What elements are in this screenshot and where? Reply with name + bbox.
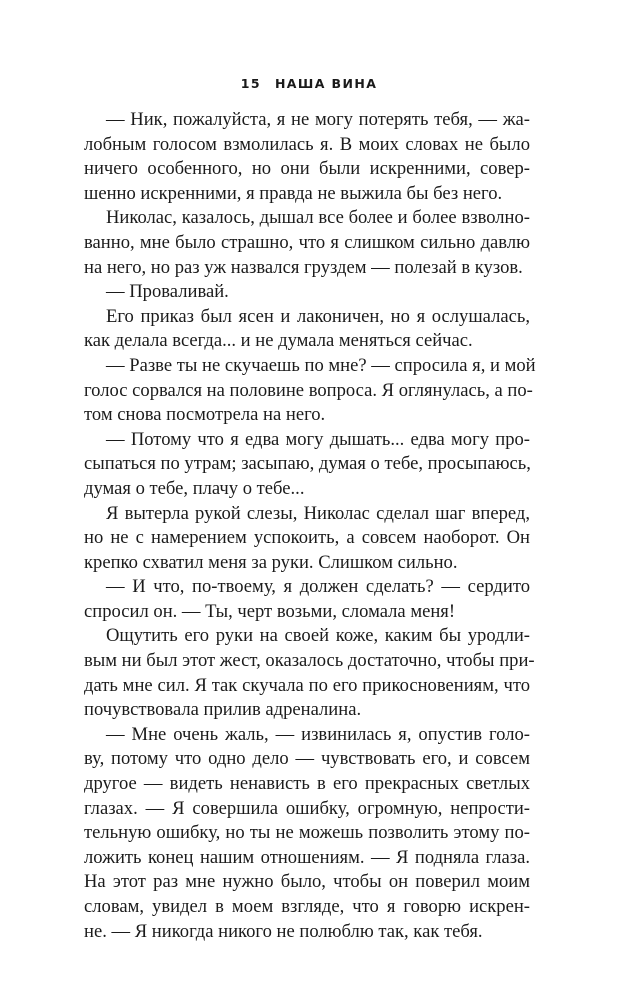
text-line: вым ни был этот жест, оказалось достаточно, чтобы при- [84, 650, 535, 672]
text-line: шенно искренними, я правда не выжила бы без него. [84, 182, 503, 204]
text-line: почувствовала прилив адреналина. [84, 699, 362, 721]
text-line: сыпаться по утрам; засыпаю, думая о тебе, просыпаюсь, [84, 453, 531, 475]
text-line: Николас, казалось, дышал все более и более взволно- [106, 207, 530, 229]
running-header [0, 76, 618, 91]
text-line: — Ник, пожалуйста, я не могу потерять тебя, — жа- [106, 109, 530, 130]
text-line: ничего особенного, но они были искренними, совер- [84, 158, 530, 180]
page-number: 15 [240, 76, 261, 91]
text-line: лобным голосом взмолилась я. В моих словах не было [84, 133, 530, 155]
text-line: ву, потому что одно дело — чувствовать его, и совсем [84, 748, 530, 770]
text-line: крепко схватил меня за руки. Слишком сильно. [84, 551, 458, 573]
text-line: как делала всегда... и не думала меняться сейчас. [84, 330, 473, 352]
text-line: — Проваливай. [106, 281, 229, 303]
text-line: том снова посмотрела на него. [84, 404, 326, 426]
text-line: ванно, мне было страшно, что я слишком сильно давлю [84, 231, 530, 253]
text-line: Его приказ был ясен и лаконичен, но я ослушалась, [106, 305, 530, 327]
text-line: — Мне очень жаль, — извинилась я, опустив голо- [106, 723, 530, 745]
text-line: спросил он. — Ты, черт возьми, сломала меня! [84, 600, 456, 622]
text-line: не. — Я никогда никого не полюблю так, как тебя. [84, 920, 483, 942]
text-line: словам, увидел в моем взгляде, что я говорю искрен- [84, 896, 530, 917]
body-text [84, 108, 536, 944]
text-line: Я вытерла рукой слезы, Николас сделал шаг вперед, [106, 502, 530, 524]
text-line: другое — видеть ненависть в его прекрасных светлых [84, 773, 530, 795]
running-title: НАША ВИНА [274, 76, 378, 91]
text-line: думая о тебе, плачу о тебе... [84, 477, 305, 499]
text-line: тельную ошибку, но ты не можешь позволить этому по- [84, 822, 530, 844]
text-line: голос сорвался на половине вопроса. Я оглянулась, а по- [84, 379, 533, 401]
text-line: на него, но раз уж назвался груздем — полезай в кузов. [84, 256, 523, 278]
text-line: — И что, по-твоему, я должен сделать? — сердито [106, 576, 530, 598]
text-line: глазах. — Я совершила ошибку, огромную, непрости- [84, 797, 530, 819]
text-line: но не с намерением успокоить, а совсем наоборот. Он [84, 527, 530, 549]
text-line: дать мне сил. Я так скучала по его прикосновениям, что [84, 674, 530, 696]
text-line: — Потому что я едва могу дышать... едва могу про- [106, 428, 530, 450]
text-line: ложить конец нашим отношениям. — Я подняла глаза. [84, 846, 530, 868]
text-line: — Разве ты не скучаешь по мне? — спросила я, и мой [106, 354, 536, 376]
text-line: На этот раз мне нужно было, чтобы он поверил моим [84, 871, 530, 893]
text-line: Ощутить его руки на своей коже, каким бы уродли- [106, 625, 530, 647]
